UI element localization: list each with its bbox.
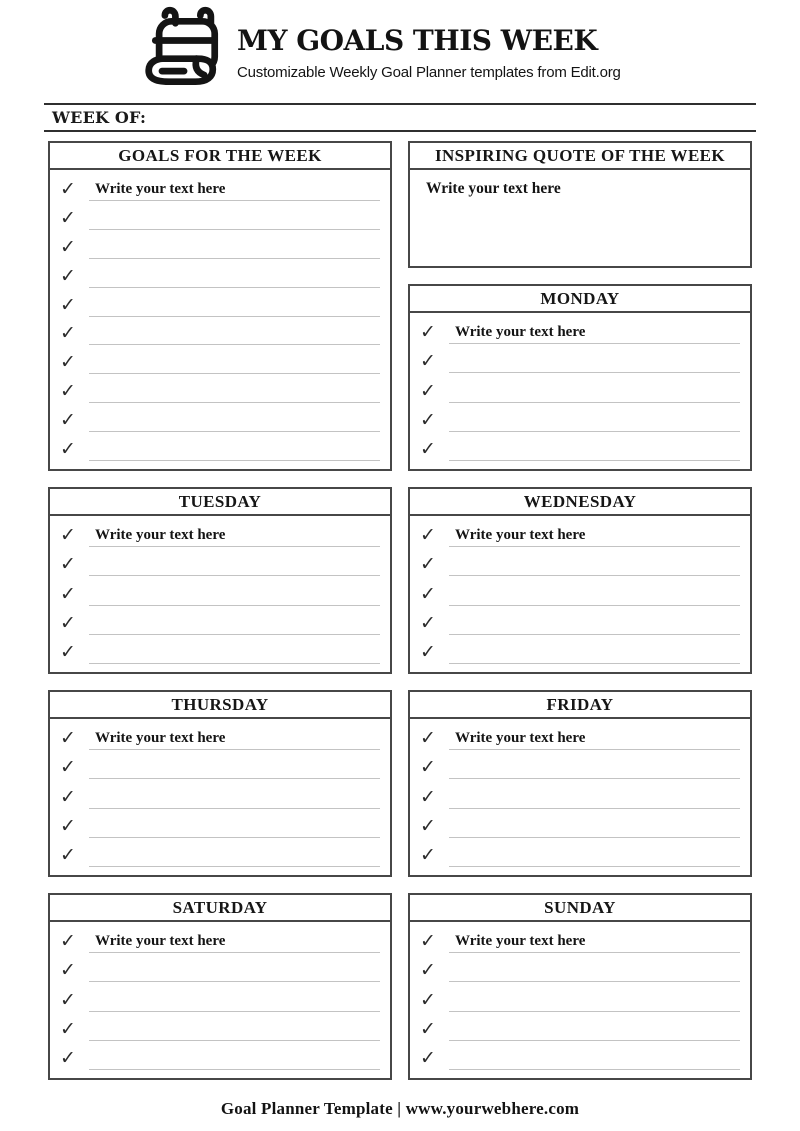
monday-title: MONDAY (410, 286, 750, 313)
text-line[interactable]: Write your text here (89, 730, 380, 750)
check-icon: ✓ (60, 177, 76, 200)
check-row (60, 982, 380, 1011)
check-icon: ✓ (60, 264, 76, 287)
check-row (60, 230, 380, 259)
section-monday (408, 284, 752, 471)
check-icon: ✓ (60, 756, 76, 779)
check-icon: ✓ (420, 814, 436, 837)
check-row (420, 809, 740, 838)
thursday-rows (50, 719, 390, 875)
planner-grid (48, 141, 752, 1080)
week-of-row (44, 103, 756, 132)
check-icon: ✓ (60, 727, 76, 750)
text-line[interactable]: Write your text here (89, 933, 380, 953)
footer-credit: Goal Planner Template | www.yourwebhere.com (220, 1099, 580, 1118)
page-subtitle: Customizable Weekly Goal Planner templates from Edit.org (237, 64, 621, 81)
check-icon: ✓ (60, 409, 76, 432)
check-row (60, 345, 380, 374)
tuesday-rows (50, 516, 390, 672)
check-icon: ✓ (420, 379, 436, 402)
check-icon: ✓ (60, 785, 76, 808)
check-icon: ✓ (420, 524, 436, 547)
check-row (60, 924, 380, 953)
check-row (420, 1012, 740, 1041)
check-row (420, 547, 740, 576)
check-row (420, 1041, 740, 1070)
text-line[interactable]: Write your text here (449, 730, 740, 750)
check-icon: ✓ (60, 293, 76, 316)
text-line[interactable] (89, 864, 380, 867)
check-icon: ✓ (60, 524, 76, 547)
friday-title: FRIDAY (410, 692, 750, 719)
check-row (60, 809, 380, 838)
check-icon: ✓ (60, 930, 76, 953)
check-row (420, 432, 740, 461)
check-row (420, 315, 740, 344)
check-row (60, 259, 380, 288)
check-icon: ✓ (420, 611, 436, 634)
check-icon: ✓ (60, 959, 76, 982)
check-icon: ✓ (60, 553, 76, 576)
check-row (60, 547, 380, 576)
check-row (420, 344, 740, 373)
check-icon: ✓ (60, 351, 76, 374)
check-row (60, 317, 380, 346)
check-row (420, 953, 740, 982)
check-row (60, 432, 380, 461)
wednesday-rows (410, 516, 750, 672)
text-line[interactable] (89, 1067, 380, 1070)
check-row (420, 373, 740, 402)
check-icon: ✓ (60, 380, 76, 403)
check-icon: ✓ (60, 582, 76, 605)
week-of-input[interactable] (146, 105, 748, 130)
check-row (60, 403, 380, 432)
check-icon: ✓ (60, 611, 76, 634)
check-row (420, 924, 740, 953)
text-line[interactable] (89, 661, 380, 664)
sunday-title: SUNDAY (410, 895, 750, 922)
check-icon: ✓ (420, 727, 436, 750)
monday-rows (410, 313, 750, 469)
text-line[interactable]: Write your text here (449, 527, 740, 547)
quote-text[interactable]: Write your text here (426, 180, 561, 197)
check-icon: ✓ (420, 844, 436, 867)
section-wednesday (408, 487, 752, 674)
check-icon: ✓ (420, 1017, 436, 1040)
wednesday-title: WEDNESDAY (410, 489, 750, 516)
check-row (60, 838, 380, 867)
check-row (60, 1012, 380, 1041)
check-row (60, 635, 380, 664)
check-icon: ✓ (420, 930, 436, 953)
check-icon: ✓ (420, 350, 436, 373)
goals-rows (50, 170, 390, 469)
check-row (420, 750, 740, 779)
check-row (420, 576, 740, 605)
sunday-rows (410, 922, 750, 1078)
text-line[interactable] (449, 864, 740, 867)
text-line[interactable] (449, 1067, 740, 1070)
check-row (420, 403, 740, 432)
week-of-label: WEEK OF: (52, 108, 147, 127)
section-sunday (408, 893, 752, 1080)
check-icon: ✓ (420, 321, 436, 344)
check-row (60, 576, 380, 605)
check-row (60, 606, 380, 635)
section-tuesday (48, 487, 392, 674)
check-row (60, 288, 380, 317)
saturday-title: SATURDAY (50, 895, 390, 922)
check-icon: ✓ (60, 438, 76, 461)
section-thursday (48, 690, 392, 877)
check-icon: ✓ (60, 814, 76, 837)
check-icon: ✓ (420, 553, 436, 576)
check-row (420, 779, 740, 808)
check-row (60, 172, 380, 201)
header-text (237, 24, 621, 81)
check-icon: ✓ (420, 959, 436, 982)
check-icon: ✓ (60, 1017, 76, 1040)
section-friday (408, 690, 752, 877)
check-icon: ✓ (420, 785, 436, 808)
check-icon: ✓ (60, 206, 76, 229)
text-line[interactable]: Write your text here (449, 933, 740, 953)
check-row (420, 721, 740, 750)
check-row (420, 982, 740, 1011)
check-icon: ✓ (420, 1047, 436, 1070)
check-row (60, 201, 380, 230)
check-row (420, 606, 740, 635)
check-row (420, 838, 740, 867)
quote-title: INSPIRING QUOTE OF THE WEEK (410, 143, 750, 170)
check-icon: ✓ (420, 408, 436, 431)
check-icon: ✓ (420, 641, 436, 664)
goals-title: GOALS FOR THE WEEK (50, 143, 390, 170)
section-quote (408, 141, 752, 268)
text-line[interactable]: Write your text here (89, 181, 380, 201)
check-row (60, 953, 380, 982)
check-icon: ✓ (60, 235, 76, 258)
tuesday-title: TUESDAY (50, 489, 390, 516)
check-row (60, 518, 380, 547)
check-icon: ✓ (60, 988, 76, 1011)
check-row (60, 779, 380, 808)
check-icon: ✓ (60, 1047, 76, 1070)
section-saturday (48, 893, 392, 1080)
page-header (0, 0, 800, 103)
section-goals (48, 141, 392, 471)
saturday-rows (50, 922, 390, 1078)
check-icon: ✓ (420, 988, 436, 1011)
check-icon: ✓ (420, 756, 436, 779)
check-icon: ✓ (420, 582, 436, 605)
text-line[interactable] (449, 458, 740, 461)
check-row (60, 721, 380, 750)
calendar-planner-icon (139, 5, 231, 97)
check-row (420, 635, 740, 664)
check-row (60, 374, 380, 403)
page-title: MY GOALS THIS WEEK (237, 24, 598, 57)
check-row (60, 1041, 380, 1070)
check-row (60, 750, 380, 779)
check-row (420, 518, 740, 547)
friday-rows (410, 719, 750, 875)
check-icon: ✓ (60, 641, 76, 664)
thursday-title: THURSDAY (50, 692, 390, 719)
text-line[interactable]: Write your text here (89, 527, 380, 547)
check-icon: ✓ (420, 438, 436, 461)
text-line[interactable]: Write your text here (449, 324, 740, 344)
check-icon: ✓ (60, 322, 76, 345)
text-line[interactable] (89, 458, 380, 461)
check-icon: ✓ (60, 844, 76, 867)
text-line[interactable] (449, 661, 740, 664)
